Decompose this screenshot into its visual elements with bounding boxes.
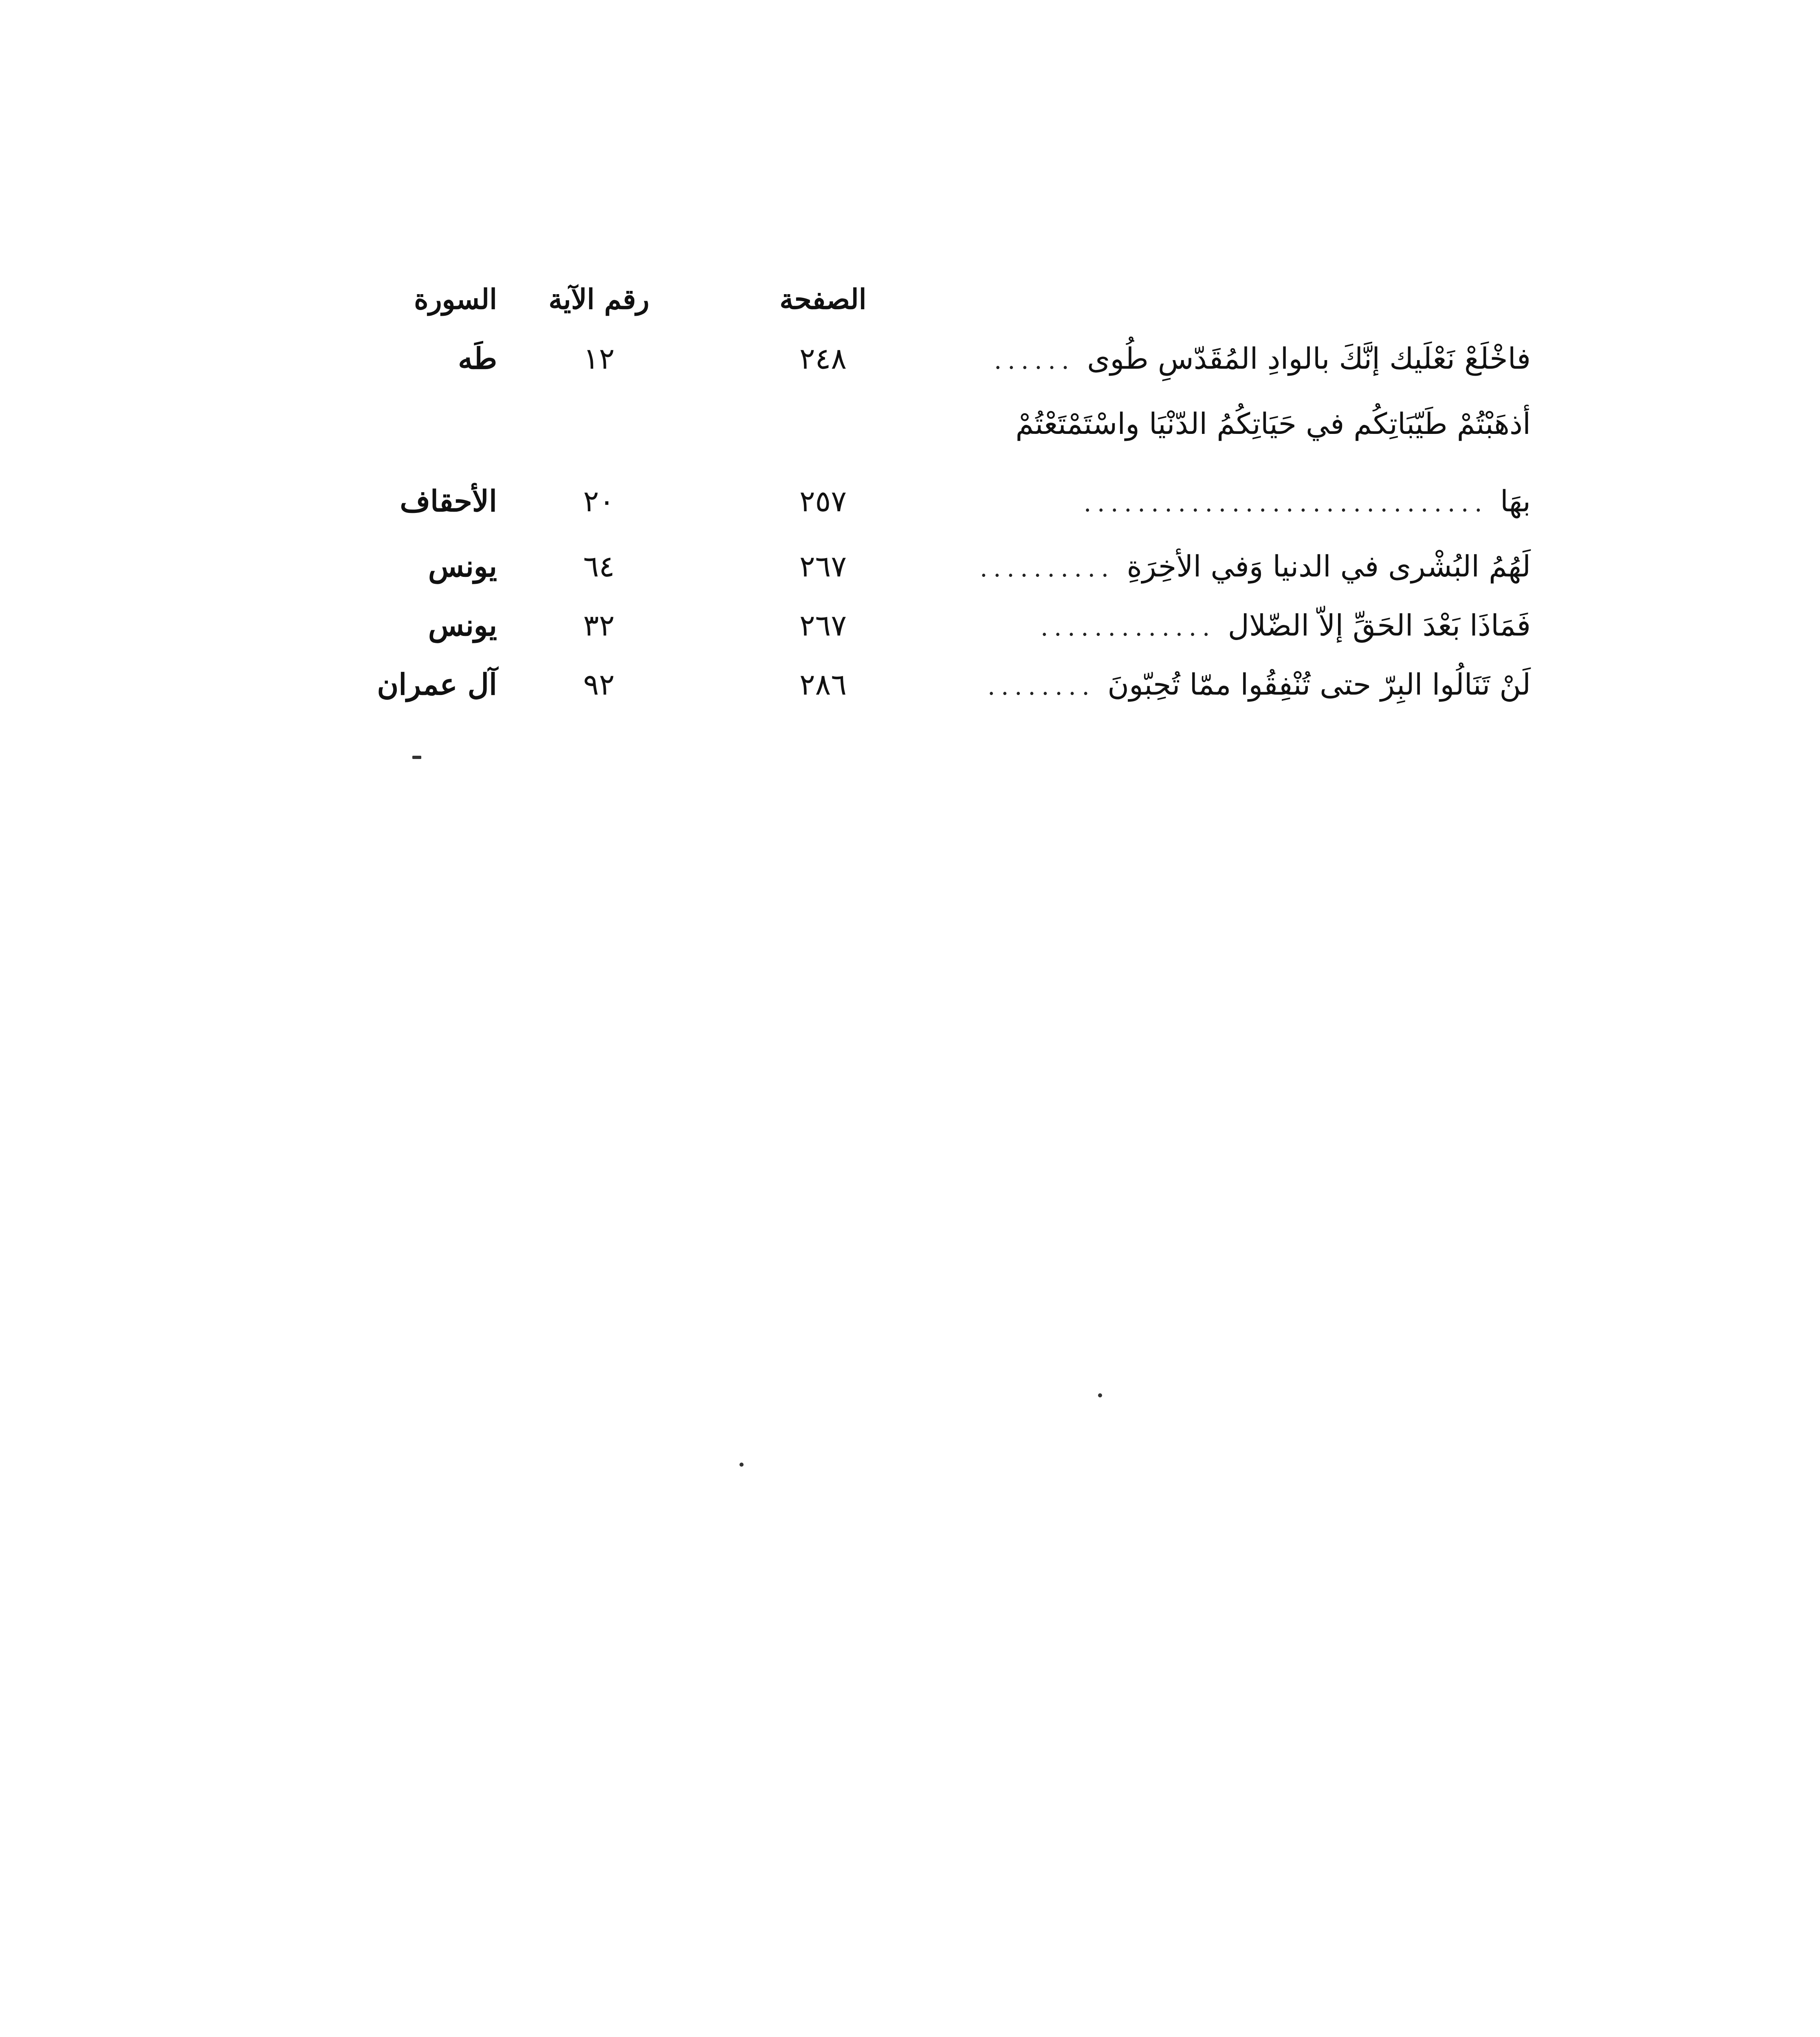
verse-cell: [879, 395, 1531, 452]
table-header: [0, 271, 1820, 328]
verse-text: لَنْ تَنَالُوا البِرّ حتى تُنْفِقُوا ممّا تُحِبّونَ: [1107, 667, 1531, 702]
table-row: [0, 330, 1820, 387]
page-cell: ٢٥٧: [799, 484, 847, 518]
verse-cell: [879, 656, 1531, 715]
ayah-cell: ٢٠: [583, 484, 615, 518]
surah-cell: يونس: [428, 549, 497, 583]
header-page: الصفحة: [779, 283, 867, 316]
scan-mark: [412, 756, 421, 759]
verse-cell: [879, 597, 1531, 656]
table-row: [0, 597, 1820, 654]
leader-dots: ........: [987, 672, 1096, 701]
page-cell: ٢٦٧: [799, 608, 847, 642]
verse-cell: [879, 473, 1531, 532]
ayah-cell: ١٢: [583, 341, 615, 376]
ayah-cell: ٣٢: [583, 608, 615, 642]
surah-cell: آل عمران: [377, 667, 497, 702]
scan-speck: [1098, 1393, 1102, 1397]
page-cell: ٢٨٦: [799, 667, 847, 702]
verse-text: بهَا: [1500, 484, 1531, 518]
leader-dots: ......: [994, 346, 1075, 375]
surah-cell: طَه: [458, 341, 497, 376]
verse-text: أذهَبْتُمْ طَيّبَاتِكُم في حَيَاتِكُمُ الدّنْيَا واسْتَمْتَعْتُمْ: [1015, 407, 1531, 441]
verse-text: فَمَاذَا بَعْدَ الحَقِّ إلاّ الضّلال: [1228, 608, 1531, 642]
verse-text: فاخْلَعْ نَعْلَيك إنَّكَ بالوادِ المُقَدّسِ طُوى: [1087, 341, 1531, 376]
leader-dots: .............: [1040, 613, 1216, 642]
ayah-cell: ٦٤: [583, 549, 615, 583]
table-row: [0, 656, 1820, 713]
ayah-cell: ٩٢: [583, 667, 615, 702]
table-row: [0, 538, 1820, 595]
surah-cell: يونس: [428, 608, 497, 642]
table-row: [0, 395, 1820, 452]
header-surah: السورة: [414, 283, 497, 316]
page-cell: ٢٦٧: [799, 549, 847, 583]
header-ayah-number: رقم الآية: [548, 283, 649, 316]
verse-text: لَهُمُ البُشْرى في الدنيا وَفي الأخِرَةِ: [1127, 549, 1531, 583]
table-row: [0, 473, 1820, 530]
leader-dots: ..............................: [1083, 489, 1488, 517]
verse-cell: [879, 538, 1531, 597]
surah-cell: الأحقاف: [400, 484, 497, 518]
page-cell: ٢٤٨: [799, 341, 847, 376]
leader-dots: ..........: [979, 554, 1115, 583]
scan-speck: [739, 1463, 744, 1467]
verse-cell: [879, 330, 1531, 389]
